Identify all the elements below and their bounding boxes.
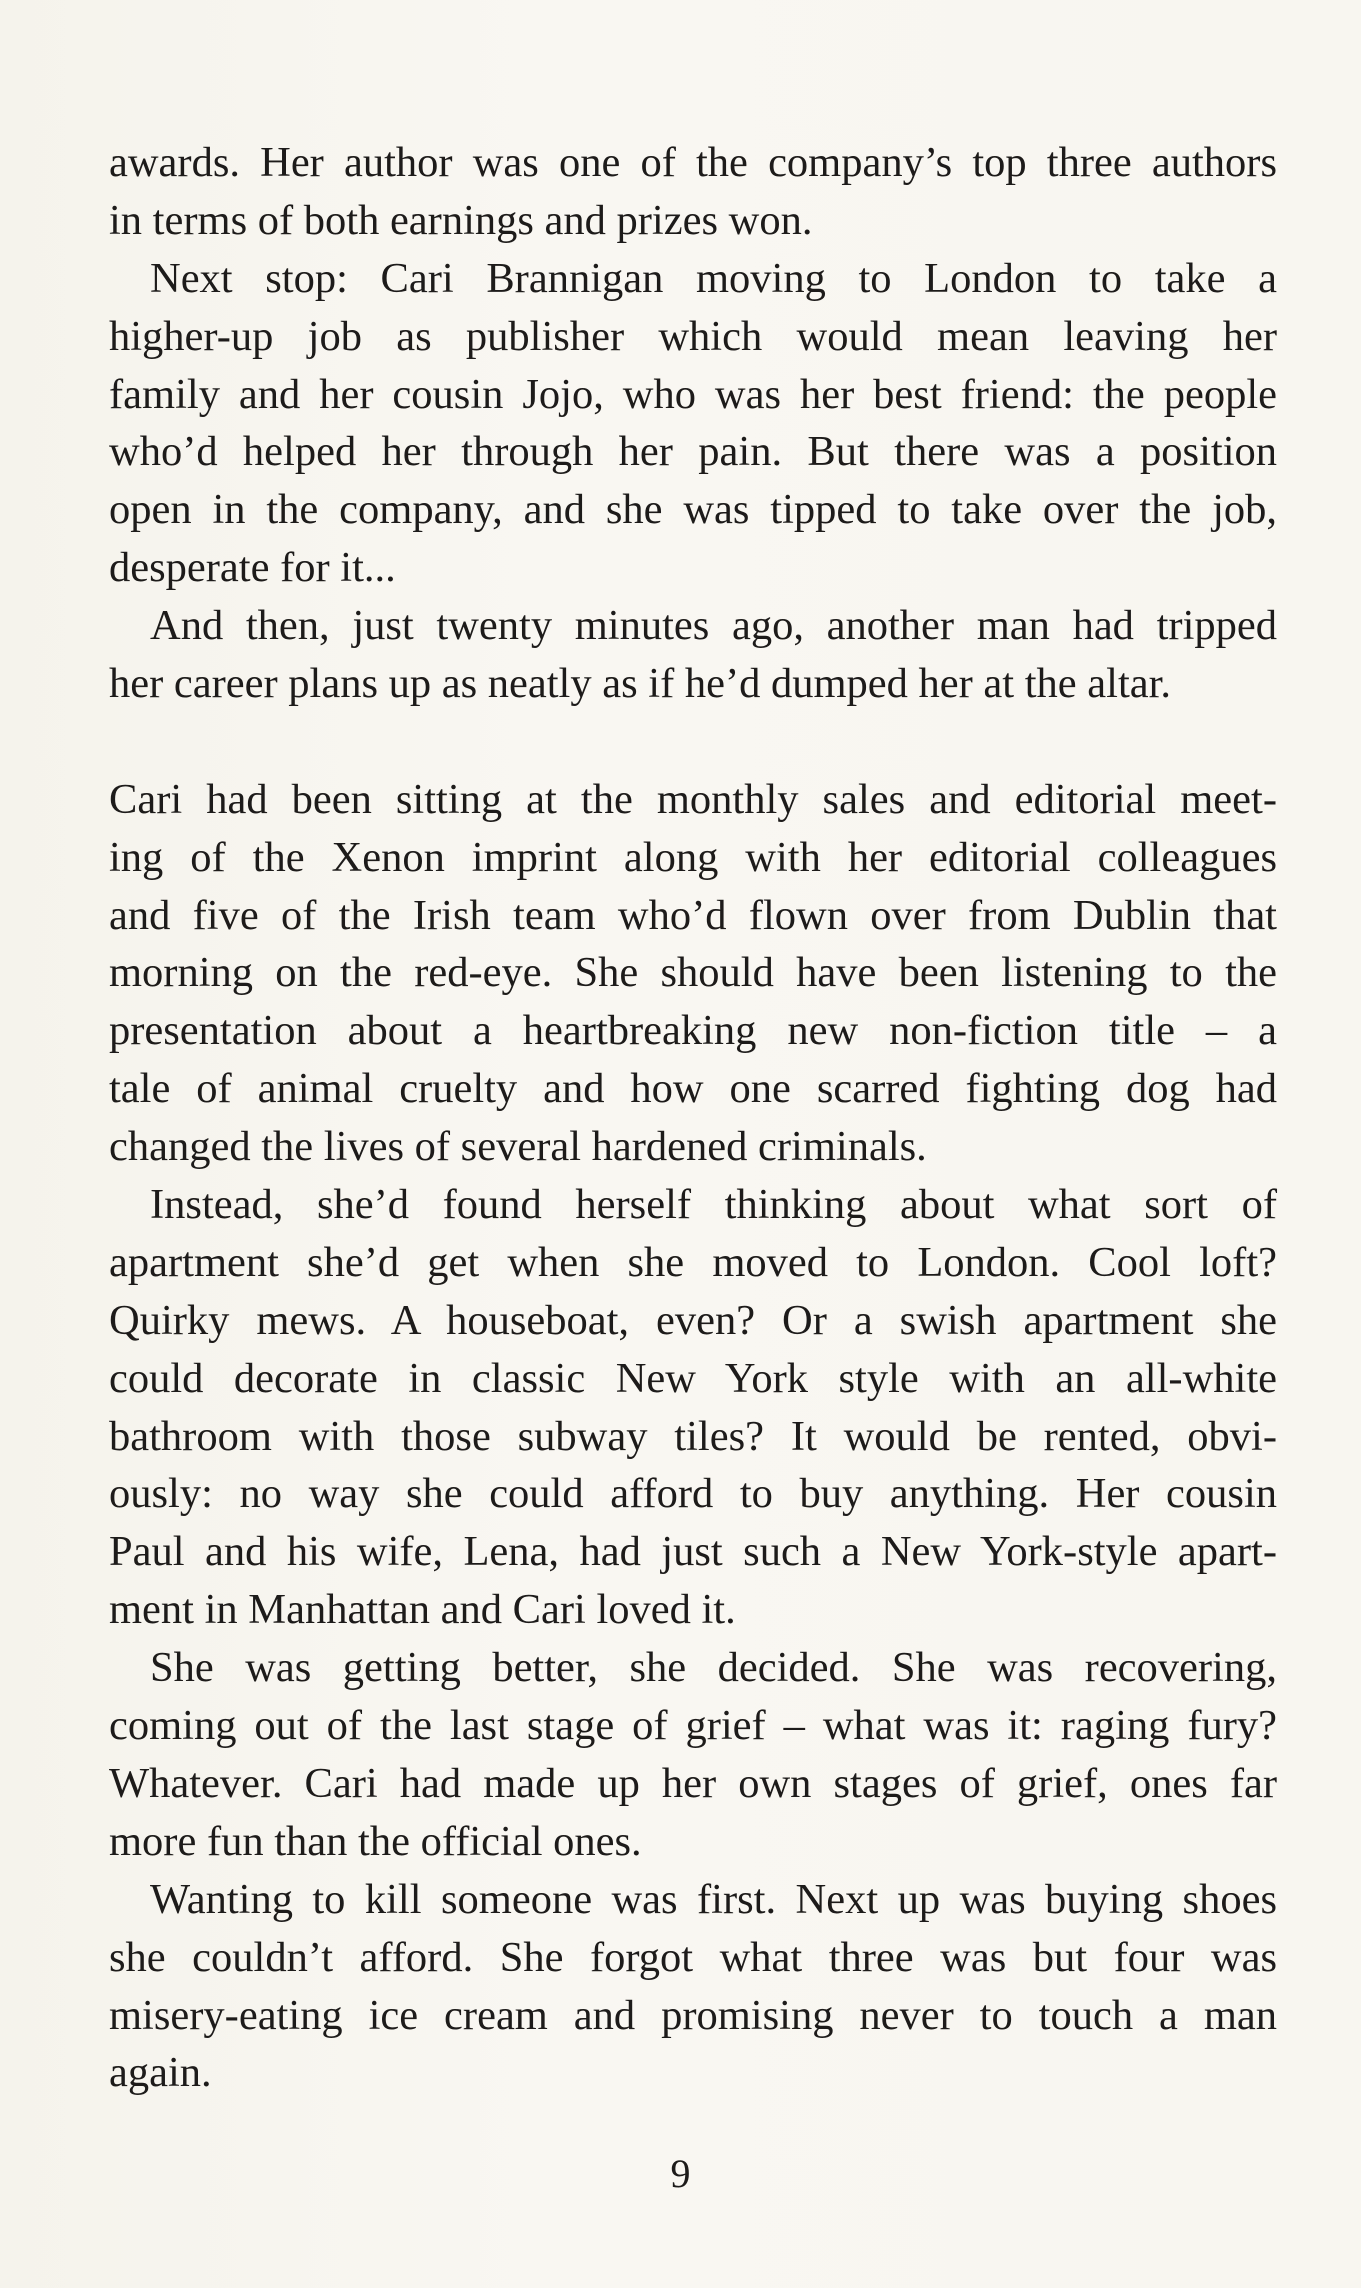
text-line: presentation about a heartbreaking new non-fiction title – a [109,1007,1277,1055]
page-number: 9 [670,2151,691,2196]
text-line: Quirky mews. A houseboat, even? Or a swish apartment she [109,1296,1277,1344]
text-line: ment in Manhattan and Cari loved it. [109,1586,736,1634]
text-line: Next stop: Cari Brannigan moving to London to take a [150,254,1277,302]
text-line: her career plans up as neatly as if he’d dumped her at the altar. [109,660,1172,708]
text-line: She was getting better, she decided. She was recovering, [150,1644,1277,1692]
text-line: open in the company, and she was tipped to take over the job, [109,486,1277,534]
text-line: And then, just twenty minutes ago, another man had tripped [150,602,1277,650]
text-line: changed the lives of several hardened criminals. [109,1123,927,1171]
text-line: who’d helped her through her pain. But there was a position [109,428,1277,476]
text-line: family and her cousin Jojo, who was her best friend: the people [109,370,1277,418]
text-line: could decorate in classic New York style with an all-white [109,1354,1277,1402]
text-line: again. [109,2049,212,2097]
text-line: Whatever. Cari had made up her own stages of grief, ones far [109,1759,1277,1807]
text-line: ing of the Xenon imprint along with her editorial colleagues [109,833,1277,881]
text-line: apartment she’d get when she moved to London. Cool loft? [109,1238,1277,1286]
text-line: in terms of both earnings and prizes won. [109,196,813,244]
text-line: Paul and his wife, Lena, had just such a New York-style apart- [109,1528,1277,1576]
text-line: coming out of the last stage of grief – what was it: raging fury? [109,1702,1277,1750]
section-break [109,713,1277,771]
text-line: and five of the Irish team who’d flown over from Dublin that [109,891,1277,939]
text-line: Wanting to kill someone was first. Next up was buying shoes [150,1875,1277,1923]
text-line: ously: no way she could afford to buy anything. Her cousin [109,1470,1277,1518]
text-line: tale of animal cruelty and how one scarred fighting dog had [109,1065,1277,1113]
text-line: more fun than the official ones. [109,1817,642,1865]
text-line: Cari had been sitting at the monthly sales and editorial meet- [109,775,1277,823]
text-line: desperate for it... [109,544,396,592]
text-line: higher-up job as publisher which would mean leaving her [109,312,1277,360]
text-line: Instead, she’d found herself thinking about what sort of [150,1181,1277,1229]
text-line: bathroom with those subway tiles? It would be rented, obvi- [109,1412,1277,1460]
text-line: she couldn’t afford. She forgot what three was but four was [109,1933,1277,1981]
text-line: awards. Her author was one of the company’s top three authors [109,139,1277,186]
text-line: morning on the red-eye. She should have been listening to the [109,949,1277,997]
text-line: misery-eating ice cream and promising never to touch a man [109,1991,1277,2039]
body-text [109,134,1277,2102]
